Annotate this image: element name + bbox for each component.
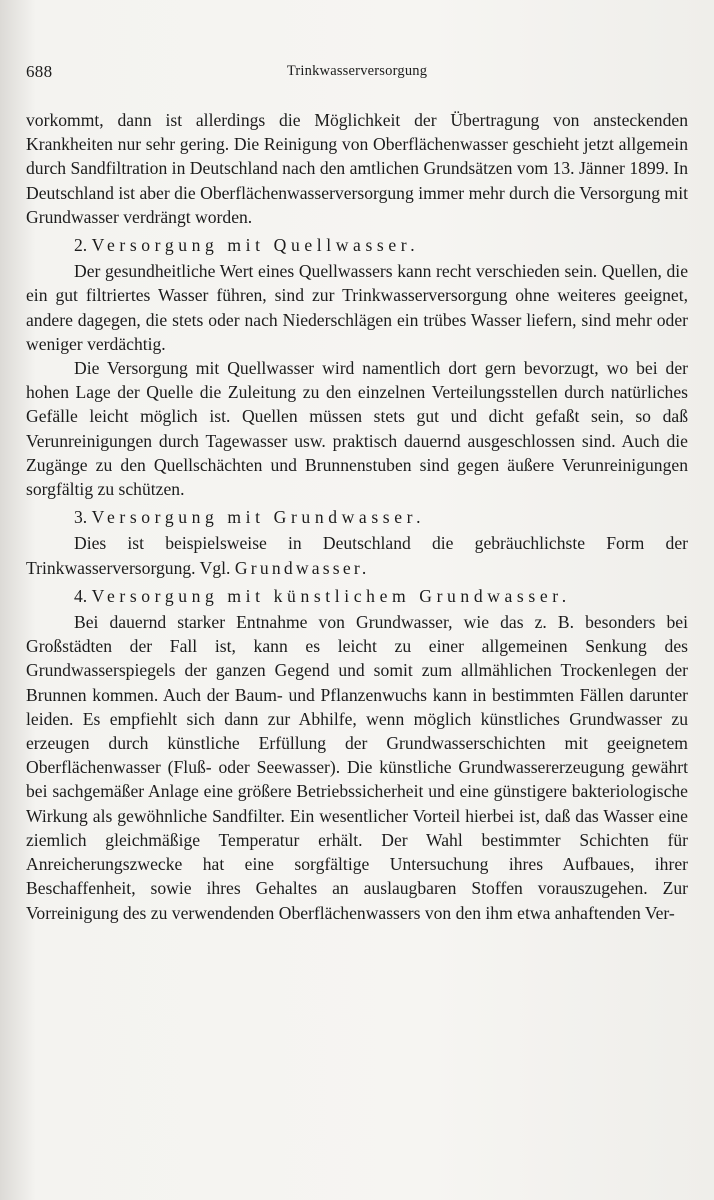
running-title: Trinkwasserversorgung — [286, 63, 428, 79]
paragraph-kuenstliches-grundwasser: Bei dauernd starker Entnahme von Grundwasser, wie das z. B. besonders bei Großstädten der Fall ist, kann es leicht zu einer allgemeinen Senkung des Grundwasserspiegels der ganzen Gegend und somit zum allmählichen Trockenlegen der Brunnen kommen. Auch der Baum- und Pflanzenwuchs kann in bestimmten Fällen darunter leiden. Es empfiehlt sich dann zur Abhilfe, wenn möglich künstliches Grundwasser zu erzeugen durch künstliche Erfüllung der Grundwasserschichten mit geeignetem Oberflächenwasser (Fluß- oder Seewasser). Die künstliche Grundwassererzeugung gewährt bei sachgemäßer Anlage eine größere Betriebssicherheit und eine günstigere bakteriologische Wirkung als gewöhnliche Sandfilter. Ein wesentlicher Vorteil hierbei ist, daß das Wasser eine ziemlich gleichmäßige Temperatur erhält. Der Wahl bestimmter Schichten für Anreicherungszwecke hat eine sorgfältige Untersuchung ihres Aufbaues, ihrer Beschaffenheit, sowie ihres Gehaltes an auslaugbaren Stoffen vorauszugehen. Zur Vorreinigung des zu verwendenden Oberflächenwassers von den ihm etwa anhaftenden Ver- — [26, 612, 688, 923]
section-heading-4 — [26, 584, 688, 608]
page-header — [26, 62, 688, 88]
page-number: 688 — [26, 62, 53, 81]
section-number-4: 4. — [74, 585, 88, 606]
section-heading-3 — [26, 505, 688, 529]
cross-reference-grundwasser: Grundwasser. — [234, 557, 370, 578]
section-title-4: Versorgung mit künstlichem Grundwasser. — [91, 585, 571, 606]
page-body — [26, 108, 688, 925]
section-number-2: 2. — [74, 235, 88, 256]
paragraph-continuation: vorkommt, dann ist allerdings die Möglichkeit der Übertragung von ansteckenden Krankheiten nur sehr gering. Die Reinigung von Oberflächenwasser geschieht jetzt allgemein durch Sandfiltration in Deutschland nach den amtlichen Grundsätzen vom 13. Jänner 1899. In Deutschland ist aber die Oberflächenwasserversorgung immer mehr durch die Versorgung mit Grundwasser verdrängt worden. — [26, 110, 688, 227]
paragraph-quellwasser-supply: Die Versorgung mit Quellwasser wird namentlich dort gern bevorzugt, wo bei der hohen Lage der Quelle die Zuleitung zu den einzelnen Verteilungsstellen durch natürliches Gefälle leicht möglich ist. Quellen müssen stets gut und dicht gefaßt sein, so daß Verunreinigungen durch Tagewasser usw. praktisch dauernd ausgeschlossen sind. Auch die Zugänge zu den Quellschächten und Brunnenstuben sind gegen äußere Verunreinigungen sorgfältig zu schützen. — [26, 358, 688, 500]
paragraph-grundwasser — [26, 531, 688, 579]
paragraph-quellwasser-value: Der gesundheitliche Wert eines Quellwassers kann recht verschieden sein. Quellen, die ein gut filtriertes Wasser führen, sind zur Trinkwasserversorgung ohne weiteres geeignet, andere dagegen, die stets oder nach Niederschlägen ein trübes Wasser liefern, sind mehr oder weniger verdächtig. — [26, 261, 688, 354]
paragraph-grundwasser-text: Dies ist beispielsweise in Deutschland die gebräuchlichste Form der Trinkwasserversorgung. Vgl. — [26, 533, 688, 578]
section-title-3: Versorgung mit Grundwasser. — [91, 507, 426, 528]
section-title-2: Versorgung mit Quellwasser. — [91, 235, 420, 256]
section-heading-2 — [26, 233, 688, 257]
section-number-3: 3. — [74, 507, 88, 528]
